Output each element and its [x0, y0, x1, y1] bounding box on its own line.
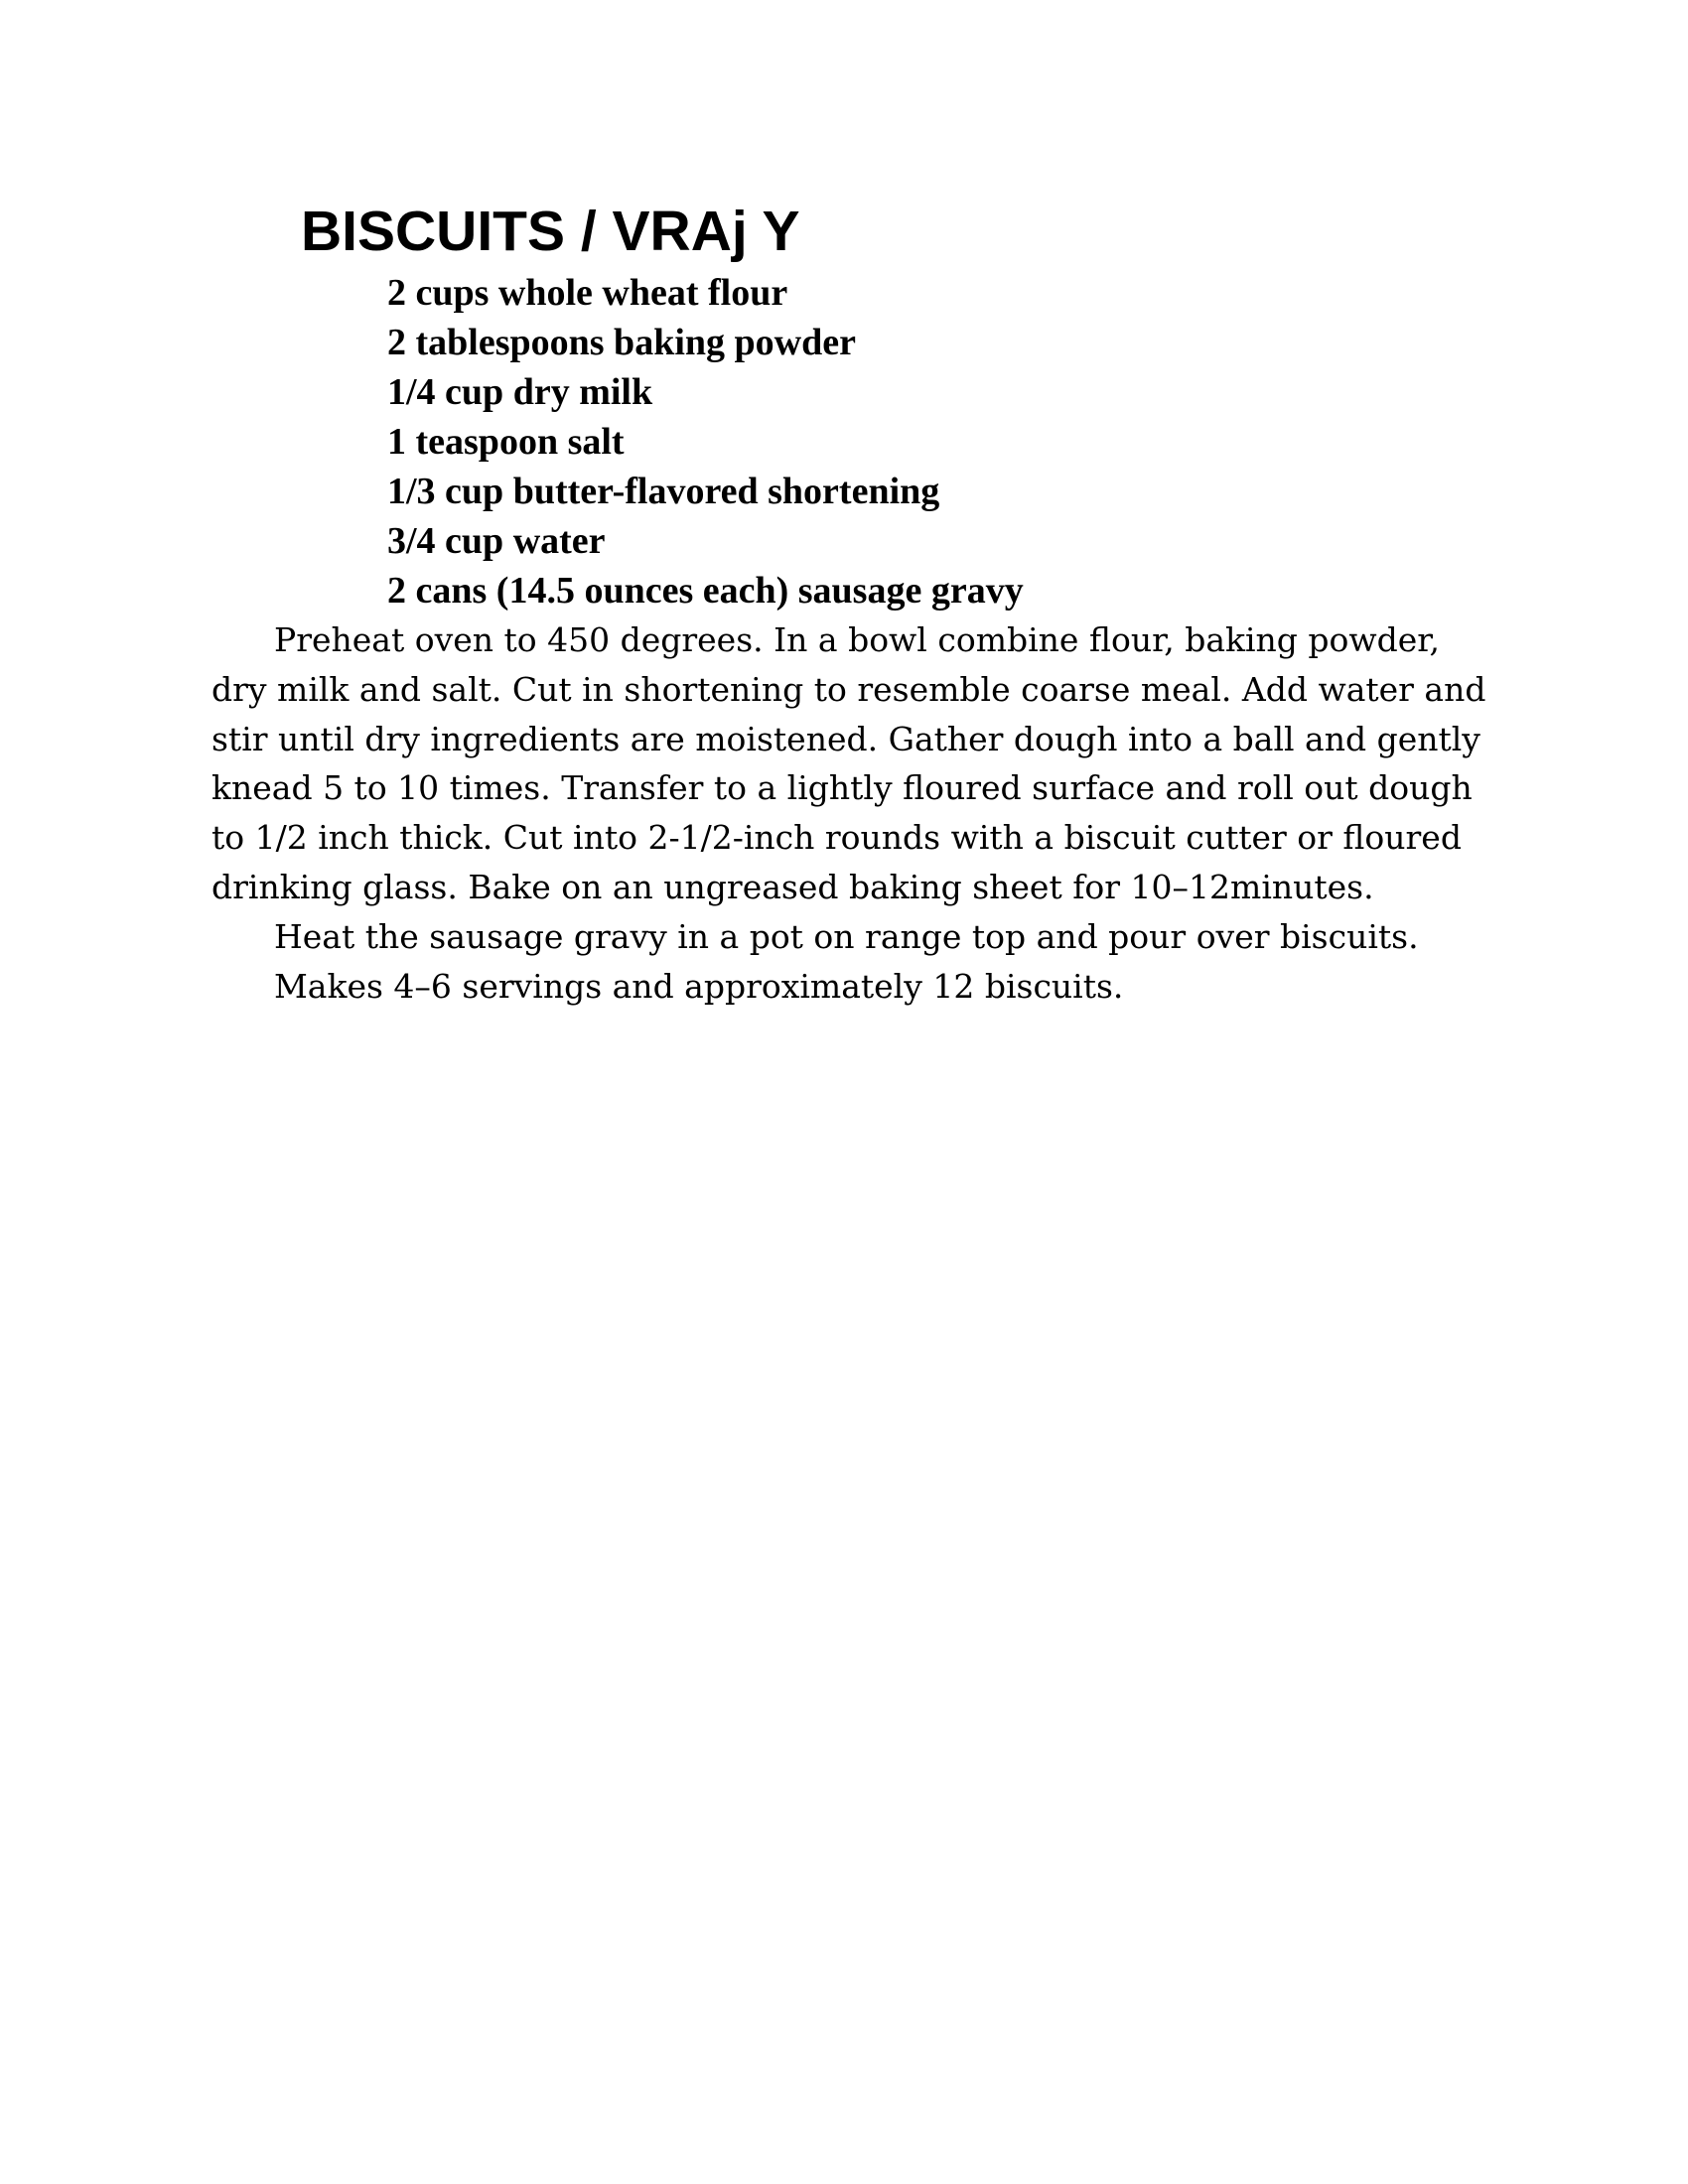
ingredient-item: 3/4 cup water — [387, 520, 606, 562]
ingredient-item: 1/3 cup butter-flavored shortening — [387, 471, 940, 512]
ingredient-item: 1/4 cup dry milk — [387, 371, 653, 413]
instruction-paragraph: Heat the sausage gravy in a pot on range top and pour over biscuits. — [274, 916, 1419, 956]
ingredient-item: 2 cans (14.5 ounces each) sausage gravy — [387, 570, 1024, 612]
instructions — [211, 615, 1502, 1011]
recipe-title: BISCUITS / VRAj Y — [301, 200, 800, 263]
ingredient-item: 2 cups whole wheat flour — [387, 272, 788, 314]
instruction-paragraph: Makes 4–6 servings and approximately 12 biscuits. — [274, 966, 1124, 1006]
ingredient-list — [387, 268, 1024, 615]
ingredient-item: 1 teaspoon salt — [387, 421, 625, 463]
instruction-paragraph: Preheat oven to 450 degrees. In a bowl combine flour, baking powder, dry milk and salt. Cut in shortening to resemble coarse meal. Add water and stir until dry ingredients are moistened. Gather dough into a ball and gently knead 5 to 10 times. Transfer to a lightly floured surface and roll out dough to 1/2 inch thick. Cut into 2-1/2-inch rounds with a biscuit cutter or floured drinking glass. Bake on an ungreased baking sheet for 10–12minutes. — [211, 620, 1486, 906]
ingredient-item: 2 tablespoons baking powder — [387, 322, 856, 363]
